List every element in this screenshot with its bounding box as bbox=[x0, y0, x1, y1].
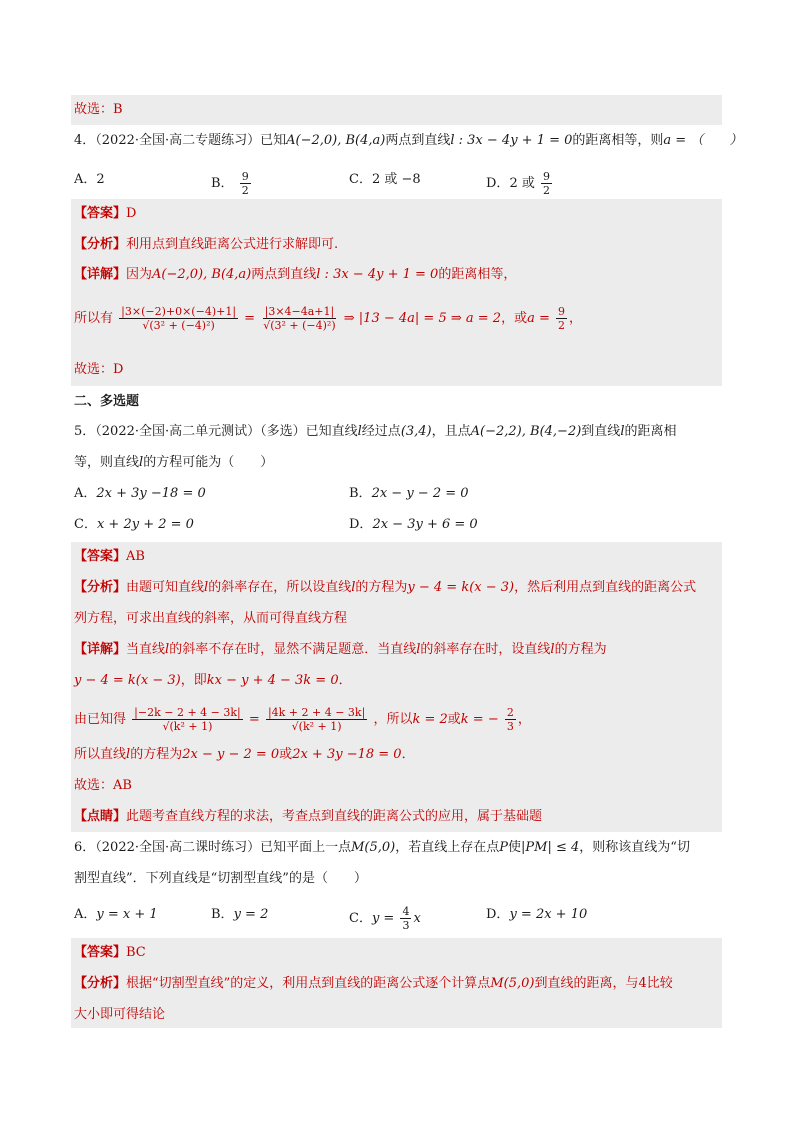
q5-detail-line-1: 【详解】当直线l的斜率不存在时，显然不满足题意．当直线l的斜率存在时，设直线l的方程为 bbox=[74, 642, 607, 657]
q6-stem-line-2: 割型直线”．下列直线是“切割型直线”的是（ ） bbox=[74, 871, 367, 886]
q4-choice: 故选：D bbox=[74, 362, 124, 377]
q6-answer: 【答案】BC bbox=[74, 945, 146, 960]
q5-comment: 【点睛】此题考查直线方程的求法，考查点到直线的距离公式的应用，属于基础题 bbox=[74, 809, 543, 824]
q6-option-d: D．y = 2x + 10 bbox=[486, 907, 588, 922]
q4-stem: 4．（2022·全国·高二专题练习）已知A(−2,0), B(4,a)两点到直线l : 3x − 4y + 1 = 0的距离相等，则a = （ ） bbox=[74, 133, 743, 148]
q5-analysis-line-2: 列方程，可求出直线的斜率，从而可得直线方程 bbox=[74, 611, 348, 626]
q6-stem-line-1: 6．（2022·全国·高二课时练习）已知平面上一点M(5,0)，若直线上存在点P使|PM| ≤ 4，则称该直线为“切 bbox=[74, 840, 690, 855]
q5-option-d: D．2x − 3y + 6 = 0 bbox=[349, 517, 478, 532]
q4-option-a: A．2 bbox=[74, 172, 105, 187]
q5-analysis-line-1: 【分析】由题可知直线l的斜率存在，所以设直线l的方程为y − 4 = k(x − 3)，然后利用点到直线的距离公式 bbox=[74, 580, 697, 595]
q6-analysis-line-2: 大小即可得结论 bbox=[74, 1007, 166, 1022]
q5-detail-line-2: y − 4 = k(x − 3)，即kx − y + 4 − 3k = 0． bbox=[74, 673, 352, 688]
q4-answer: 【答案】D bbox=[74, 206, 137, 221]
q6-option-a: A．y = x + 1 bbox=[74, 907, 158, 922]
q3-choice: 故选：B bbox=[74, 102, 123, 117]
q4-option-b: B． $\frac{9}{2}$ bbox=[211, 170, 249, 197]
q5-option-c: C．x + 2y + 2 = 0 bbox=[74, 517, 194, 532]
q5-detail-line-3: 由已知得 $\frac{|-2k - 2 + 4 - 3k|}{\text{√(k² + 1)}}$ = $\frac{|4k + 2 + 4 - 3k|}{\text{√(k² + 1)}}$ ，所以k = 2或k = − $\frac{2}{3}$ ， bbox=[74, 706, 531, 733]
q5-detail-line-4: 所以直线l的方程为2x − y − 2 = 0或2x + 3y −18 = 0． bbox=[74, 747, 415, 762]
q6-analysis-line-1: 【分析】根据“切割型直线”的定义，利用点到直线的距离公式逐个计算点M(5,0)到直线的距离，与4比较 bbox=[74, 976, 673, 991]
q5-stem-line-1: 5．（2022·全国·高二单元测试）（多选）已知直线l经过点(3,4)，且点A(−2,2), B(4,−2)到直线l的距离相 bbox=[74, 424, 677, 439]
q4-option-c: C．2 或 −8 bbox=[349, 172, 421, 187]
q5-stem-line-2: 等，则直线l的方程可能为（ ） bbox=[74, 455, 274, 470]
q6-option-c: C．y = $\frac{4}{3}$ x bbox=[349, 905, 421, 932]
q4-option-d: D．2 或 $\frac{9}{2}$ bbox=[486, 170, 550, 197]
q5-choice: 故选：AB bbox=[74, 778, 132, 793]
q4-detail-line-2: 所以有 $\frac{|3\times(-2)+0\times(-4)+1|}{\text{√(3² + (−4)²)}}$ = $\frac{|3\times 4-4a+1|}{\text{√(3² + (−4)²)}}$ ⇒ |13 − 4a| = 5 ⇒ a = 2，或a = $\frac{9}{2}$ ， bbox=[74, 305, 583, 332]
q6-option-b: B．y = 2 bbox=[211, 907, 269, 922]
section-title-multi-choice: 二、多选题 bbox=[74, 394, 140, 409]
q5-option-b: B．2x − y − 2 = 0 bbox=[349, 486, 469, 501]
q4-analysis: 【分析】利用点到直线距离公式进行求解即可. bbox=[74, 237, 339, 252]
q5-option-a: A．2x + 3y −18 = 0 bbox=[74, 486, 206, 501]
q4-detail-line-1: 【详解】因为A(−2,0), B(4,a)两点到直线l : 3x − 4y + 1 = 0的距离相等， bbox=[74, 267, 517, 282]
q3-answer-block bbox=[71, 95, 722, 125]
q4-solution-block bbox=[71, 199, 722, 386]
q5-answer: 【答案】AB bbox=[74, 549, 145, 564]
